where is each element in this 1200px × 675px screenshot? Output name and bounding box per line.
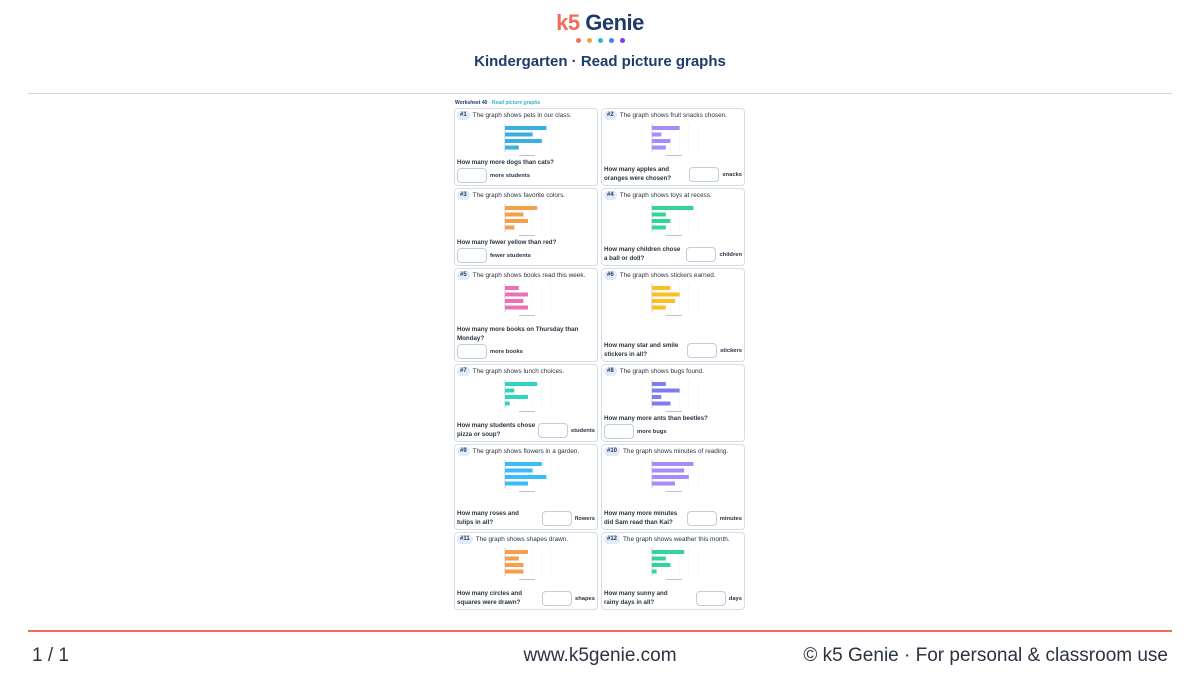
bar-chart: [642, 458, 704, 496]
problem-card: [601, 188, 745, 266]
chart-bar: [652, 126, 680, 130]
problem-card: [601, 268, 745, 362]
problem-question: How many more ants than beetles?: [604, 414, 708, 422]
problem-card: [601, 108, 745, 186]
chart-bar: [652, 286, 670, 290]
problem-number-badge: #7: [457, 367, 470, 376]
chart-caption-mark: [519, 315, 535, 316]
problem-card: [601, 532, 745, 610]
answer-unit: children: [719, 251, 742, 258]
answer-row: [538, 423, 595, 438]
chart-bar: [505, 126, 546, 130]
chart-caption-mark: [666, 155, 682, 156]
chart-bar: [652, 299, 675, 303]
problem-question: How many more books on Thursday than Monday?: [457, 326, 579, 342]
problem-number-badge: #12: [604, 535, 620, 544]
problem-header: [604, 111, 742, 120]
problem-number-badge: #5: [457, 271, 470, 280]
logo-dots: [0, 38, 1200, 43]
problem-prompt: The graph shows shapes drawn.: [475, 535, 569, 543]
problem-prompt: The graph shows toys at recess.: [619, 191, 712, 199]
bar-chart: [495, 202, 557, 240]
answer-unit: minutes: [719, 515, 742, 522]
problem-header: [604, 447, 742, 456]
problem-question: How many students chose pizza or soup?: [457, 422, 536, 438]
problem-header: [604, 367, 742, 376]
problem-prompt: The graph shows favorite colors.: [472, 191, 566, 199]
chart-bar: [652, 563, 670, 567]
problem-question-area: [604, 246, 742, 263]
chart-bar: [505, 306, 528, 310]
chart-bar: [652, 382, 666, 386]
chart-bar: [652, 139, 670, 143]
answer-unit: students: [570, 427, 595, 434]
problem-prompt: The graph shows stickers earned.: [619, 271, 716, 279]
chart-bar: [505, 382, 537, 386]
bar-chart: [495, 122, 557, 160]
chart-bar: [652, 482, 675, 486]
chart-bar: [652, 226, 666, 230]
problem-question: How many more minutes did Sam read than Kai?: [604, 510, 678, 526]
answer-box[interactable]: [542, 591, 572, 606]
problem-question: How many circles and squares were drawn?: [457, 590, 522, 606]
answer-unit: flowers: [574, 515, 595, 522]
bar-chart: [495, 378, 557, 416]
bar-chart: [495, 546, 557, 584]
worksheet-label: Worksheet 40: [455, 100, 488, 106]
chart-caption-mark: [666, 579, 682, 580]
problem-header: [457, 535, 595, 544]
answer-row: [542, 591, 595, 606]
logo-k5-text: k5: [556, 10, 580, 35]
answer-box[interactable]: [687, 511, 717, 526]
problem-prompt: The graph shows pets in our class.: [472, 111, 572, 119]
answer-box[interactable]: [604, 424, 634, 439]
bar-chart: [642, 122, 704, 160]
answer-row: [457, 344, 595, 359]
problem-card: [454, 444, 598, 530]
problem-prompt: The graph shows minutes of reading.: [623, 447, 729, 455]
answer-row: [687, 343, 742, 358]
answer-unit: days: [728, 595, 742, 602]
problem-number-badge: #1: [457, 111, 470, 120]
answer-row: [542, 511, 595, 526]
chart-bar: [652, 293, 680, 297]
chart-bar: [652, 133, 661, 137]
problem-question: How many children chose a ball or doll?: [604, 246, 681, 262]
problem-grid: [454, 108, 746, 610]
answer-unit: more books: [490, 348, 523, 355]
answer-box[interactable]: [457, 344, 487, 359]
chart-bar: [652, 550, 684, 554]
problem-question-area: [457, 422, 595, 439]
chart-bar: [505, 219, 528, 223]
chart-caption-mark: [666, 315, 682, 316]
problem-question-area: [604, 415, 742, 440]
problem-prompt: The graph shows fruit snacks chosen.: [619, 111, 727, 119]
chart-bar: [505, 146, 519, 150]
answer-box[interactable]: [689, 167, 719, 182]
chart-bar: [505, 469, 533, 473]
problem-prompt: The graph shows weather this month.: [623, 535, 730, 543]
problem-question-area: [604, 510, 742, 527]
answer-unit: stickers: [720, 347, 742, 354]
worksheet-topic: · Read picture graphs: [487, 100, 541, 106]
chart-bar: [505, 299, 523, 303]
chart-bar: [652, 146, 666, 150]
logo-dot: [587, 38, 592, 43]
problem-number-badge: #3: [457, 191, 470, 200]
bar-chart: [495, 458, 557, 496]
problem-card: [454, 268, 598, 362]
site-link[interactable]: www.k5genie.com: [523, 645, 677, 666]
answer-unit: snacks: [722, 171, 742, 178]
chart-bar: [505, 475, 546, 479]
problem-number-badge: #2: [604, 111, 617, 120]
problem-question-area: [604, 166, 742, 183]
problem-header: [604, 271, 742, 280]
answer-unit: more bugs: [637, 428, 667, 435]
chart-bar: [505, 206, 537, 210]
answer-unit: fewer students: [490, 252, 531, 259]
answer-row: [457, 248, 595, 263]
chart-bar: [505, 395, 528, 399]
problem-question: How many roses and tulips in all?: [457, 510, 519, 526]
chart-bar: [505, 462, 542, 466]
chart-bar: [505, 226, 514, 230]
problem-number-badge: #10: [604, 447, 620, 456]
logo-dot: [609, 38, 614, 43]
answer-row: [604, 424, 742, 439]
problem-header: [457, 111, 595, 120]
answer-box[interactable]: [538, 423, 568, 438]
problem-question-area: [457, 326, 595, 359]
logo-dot: [576, 38, 581, 43]
chart-caption-mark: [519, 235, 535, 236]
problem-number-badge: #4: [604, 191, 617, 200]
problem-question-area: [604, 590, 742, 607]
worksheet-header: [454, 99, 746, 108]
chart-bar: [652, 469, 684, 473]
problem-prompt: The graph shows bugs found.: [619, 367, 704, 375]
answer-row: [686, 247, 742, 262]
bar-chart: [642, 378, 704, 416]
problem-header: [457, 367, 595, 376]
chart-caption-mark: [519, 411, 535, 412]
problem-question-area: [457, 590, 595, 607]
answer-unit: more students: [490, 172, 530, 179]
footer-divider: [28, 630, 1172, 632]
chart-bar: [505, 286, 519, 290]
answer-row: [696, 591, 742, 606]
problem-question: How many fewer yellow than red?: [457, 238, 557, 246]
chart-bar: [505, 213, 523, 217]
problem-header: [457, 191, 595, 200]
copyright-notice: © k5 Genie · For personal & classroom use: [803, 645, 1168, 666]
chart-bar: [505, 570, 523, 574]
problem-header: [604, 191, 742, 200]
chart-caption-mark: [666, 411, 682, 412]
chart-bar: [505, 139, 542, 143]
chart-bar: [652, 475, 689, 479]
answer-box[interactable]: [542, 511, 572, 526]
chart-bar: [505, 563, 523, 567]
answer-row: [457, 168, 595, 183]
chart-bar: [652, 402, 670, 406]
chart-caption-mark: [519, 155, 535, 156]
answer-row: [687, 511, 742, 526]
chart-bar: [652, 306, 666, 310]
chart-bar: [652, 557, 666, 561]
answer-box[interactable]: [686, 247, 716, 262]
chart-bar: [652, 395, 661, 399]
answer-row: [689, 167, 742, 182]
answer-box[interactable]: [687, 343, 717, 358]
problem-number-badge: #8: [604, 367, 617, 376]
problem-card: [454, 532, 598, 610]
problem-prompt: The graph shows books read this week.: [472, 271, 586, 279]
chart-bar: [505, 133, 533, 137]
problem-header: [457, 447, 595, 456]
problem-question-area: [457, 159, 595, 184]
problem-header: [604, 535, 742, 544]
chart-bar: [652, 219, 670, 223]
header-divider: [28, 93, 1172, 94]
chart-bar: [652, 213, 666, 217]
problem-card: [454, 364, 598, 442]
problem-number-badge: #6: [604, 271, 617, 280]
problem-card: [454, 188, 598, 266]
problem-number-badge: #9: [457, 447, 470, 456]
problem-question: How many more dogs than cats?: [457, 158, 554, 166]
problem-card: [601, 444, 745, 530]
answer-unit: shapes: [575, 595, 595, 602]
answer-box[interactable]: [696, 591, 726, 606]
page-indicator: 1 / 1: [32, 645, 69, 666]
logo-dot: [620, 38, 625, 43]
bar-chart: [642, 282, 704, 320]
logo-genie-text: Genie: [585, 10, 644, 35]
chart-bar: [505, 402, 510, 406]
chart-caption-mark: [666, 235, 682, 236]
chart-bar: [652, 389, 680, 393]
chart-bar: [505, 389, 514, 393]
problem-card: [454, 108, 598, 186]
problem-question: How many apples and oranges were chosen?: [604, 166, 672, 182]
problem-prompt: The graph shows lunch choices.: [472, 367, 564, 375]
answer-box[interactable]: [457, 248, 487, 263]
chart-bar: [505, 557, 519, 561]
problem-question-area: [604, 342, 742, 359]
bar-chart: [642, 546, 704, 584]
worksheet-page: [454, 99, 746, 613]
chart-caption-mark: [666, 491, 682, 492]
problem-question-area: [457, 239, 595, 264]
chart-caption-mark: [519, 491, 535, 492]
problem-number-badge: #11: [457, 535, 473, 544]
chart-bar: [652, 462, 693, 466]
problem-question: How many star and smile stickers in all?: [604, 342, 679, 358]
page-subtitle: Kindergarten · Read picture graphs: [474, 53, 726, 70]
problem-prompt: The graph shows flowers in a garden.: [472, 447, 580, 455]
bar-chart: [642, 202, 704, 240]
chart-bar: [505, 293, 528, 297]
problem-card: [601, 364, 745, 442]
problem-question: How many sunny and rainy days in all?: [604, 590, 668, 606]
chart-bar: [505, 550, 528, 554]
bar-chart: [495, 282, 557, 320]
chart-bar: [652, 570, 657, 574]
problem-header: [457, 271, 595, 280]
brand-logo: [0, 10, 1200, 43]
logo-dot: [598, 38, 603, 43]
chart-bar: [505, 482, 528, 486]
problem-question-area: [457, 510, 595, 527]
chart-bar: [652, 206, 693, 210]
answer-box[interactable]: [457, 168, 487, 183]
chart-caption-mark: [519, 579, 535, 580]
